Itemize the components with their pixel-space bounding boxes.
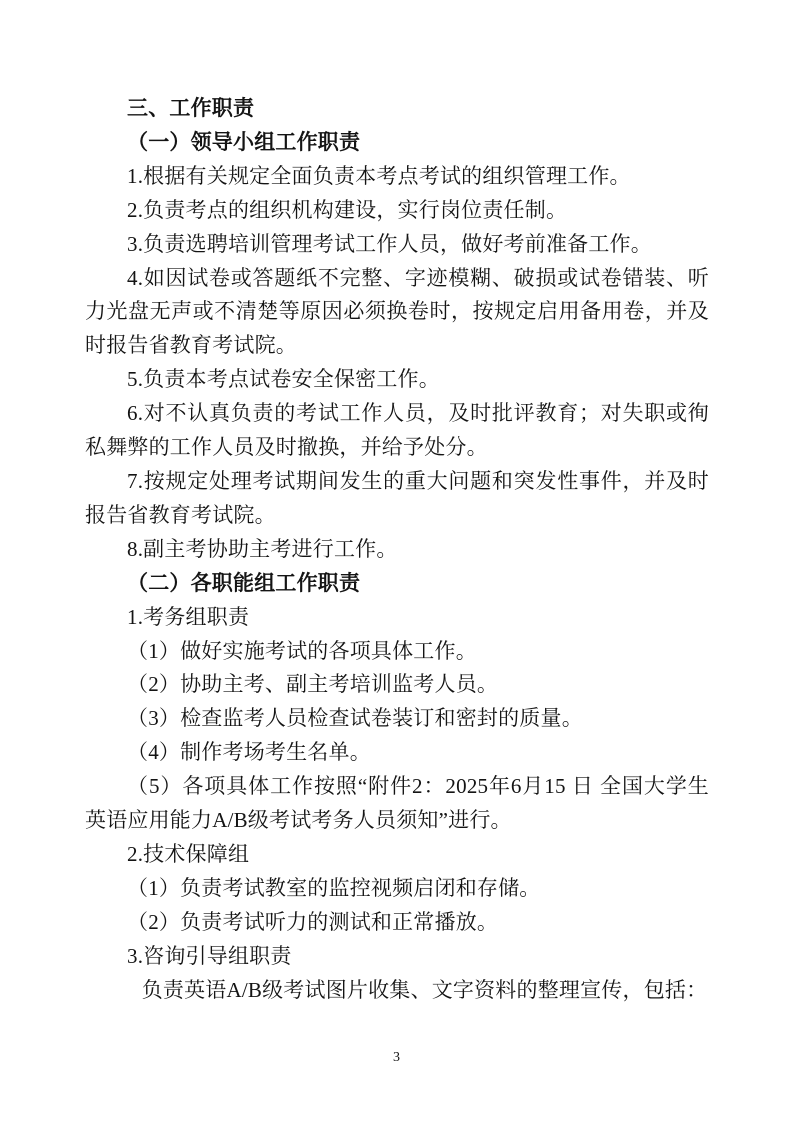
section-heading-duties: 三、工作职责 xyxy=(127,96,255,120)
paragraph-item-1: 1.根据有关规定全面负责本考点考试的组织管理工作。 xyxy=(127,163,631,188)
paragraph-sub-item-1: （1）做好实施考试的各项具体工作。 xyxy=(127,638,477,663)
subsection-heading-leading-group: （一）领导小组工作职责 xyxy=(127,129,361,154)
paragraph-item-4: 4.如因试卷或答题纸不完整、字迹模糊、破损或试卷错装、听力光盘无声或不清楚等原因必须换卷时，按规定启用备用卷，并及时报告省教育考试院。 xyxy=(85,265,709,358)
paragraph-sub-item-5: （5）各项具体工作按照“附件2：2025年6月15 日 全国大学生英语应用能力A/B级考试考务人员须知”进行。 xyxy=(85,774,709,833)
document-body xyxy=(85,92,709,1007)
paragraph-tech-item-2: （2）负责考试听力的测试和正常播放。 xyxy=(127,909,499,934)
paragraph-tech-item-1: （1）负责考试教室的监控视频启闭和存储。 xyxy=(127,875,541,900)
paragraph-guidance-desc: 负责英语A/B级考试图片收集、文字资料的整理宣传，包括： xyxy=(141,977,708,1002)
paragraph-item-3: 3.负责选聘培训管理考试工作人员，做好考前准备工作。 xyxy=(127,231,652,256)
paragraph-item-6: 6.对不认真负责的考试工作人员，及时批评教育；对失职或徇私舞弊的工作人员及时撤换，并给予处分。 xyxy=(85,401,709,460)
page-number: 3 xyxy=(393,1050,400,1065)
paragraph-sub-item-3: （3）检查监考人员检查试卷装订和密封的质量。 xyxy=(127,706,583,731)
paragraph-tech-support-group: 2.技术保障组 xyxy=(127,841,250,866)
paragraph-exam-affairs-group: 1.考务组职责 xyxy=(127,604,250,629)
paragraph-sub-item-4: （4）制作考场考生名单。 xyxy=(127,740,371,765)
paragraph-item-7: 7.按规定处理考试期间发生的重大问题和突发性事件，并及时报告省教育考试院。 xyxy=(85,468,709,527)
subsection-heading-function-groups: （二）各职能组工作职责 xyxy=(127,570,361,595)
paragraph-item-5: 5.负责本考点试卷安全保密工作。 xyxy=(127,367,440,392)
paragraph-sub-item-2: （2）协助主考、副主考培训监考人员。 xyxy=(127,672,499,697)
paragraph-item-8: 8.副主考协助主考进行工作。 xyxy=(127,536,398,561)
paragraph-item-2: 2.负责考点的组织机构建设，实行岗位责任制。 xyxy=(127,197,568,222)
paragraph-guidance-group: 3.咨询引导组职责 xyxy=(127,943,292,968)
